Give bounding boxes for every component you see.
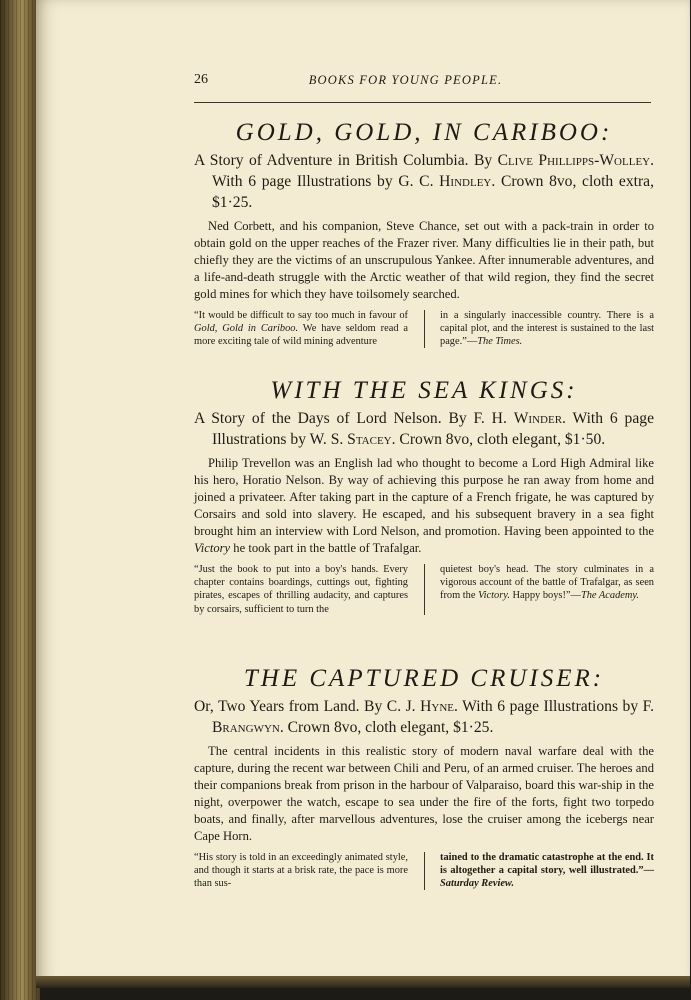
book-bibliography — [194, 696, 654, 738]
book-binding — [0, 0, 40, 1000]
press-review — [194, 851, 654, 891]
biblio-text: With 6 page Illustrations by F. — [457, 698, 654, 715]
ship-name: Victory. — [478, 590, 510, 602]
review-column-left — [194, 563, 408, 616]
review-text: We have seldom read a more exciting tale of wild mining adventure — [194, 323, 408, 348]
review-text: “His story is told in an exceedingly animated style, and though it starts at a brisk rate, the pace is more than sus- — [194, 852, 408, 890]
column-divider — [424, 852, 425, 890]
press-review — [194, 563, 654, 616]
ship-name: Victory — [194, 541, 231, 555]
running-head: BOOKS FOR YOUNG PEOPLE. — [308, 73, 503, 87]
book-bibliography — [194, 150, 654, 213]
book-page — [36, 0, 690, 988]
review-column-right — [440, 563, 654, 616]
review-source: The Times. — [477, 336, 523, 348]
book-entry-captured-cruiser — [194, 664, 654, 891]
review-text: “Just the book to put into a boy's hands. Every chapter contains boardings, cuttings out, fighting pirates, escapes of thrilling audacity, and captures by corsairs, sufficient to turn the — [194, 564, 408, 615]
review-book-title: Gold, Gold in Cariboo. — [194, 323, 299, 335]
book-synopsis — [194, 455, 654, 557]
biblio-price: Crown 8vo, cloth elegant, $1·50. — [395, 431, 606, 448]
review-text: Happy boys!”— — [509, 590, 581, 602]
review-column-left — [194, 309, 408, 349]
book-bibliography — [194, 408, 654, 450]
book-synopsis: The central incidents in this realistic story of modern naval warfare deal with the capture, during the recent war between Chili and Peru, of an armed cruiser. The heroes and their companions break from prison in the harbour of Valparaiso, board this war-ship in the night, overpower the watch, escape to sea under the fire of the forts, fight two torpedo boats, and finally, after marvellous adventures, lose the cruiser among the icebergs near Cape Horn. — [194, 744, 654, 843]
book-entry-sea-kings — [194, 376, 654, 616]
review-column-right — [440, 309, 654, 349]
author-name: Hyne. — [420, 698, 458, 715]
page-bottom-edge — [36, 976, 690, 988]
book-title: WITH THE SEA KINGS: — [270, 377, 578, 404]
author-name: Clive Phillipps-Wolley. — [497, 152, 655, 169]
review-text: quietest boy's head. The story culminates in a vigorous account of the battle of Trafalgar, as seen from the — [440, 564, 654, 602]
biblio-text: A Story of the Days of Lord Nelson. By F. H. — [194, 410, 514, 427]
synopsis-text: Philip Trevellon was an English lad who thought to become a Lord High Admiral like his hero, Horatio Nelson. By way of achieving this purpose he ran away from home and joined a privateer. After taking part in the capture of a French frigate, he was captured by Corsairs and sold into slavery. He escaped, and his subsequent bravery in a sea fight brought him an interview with Lord Nelson, and promotion. Having been appointed to the — [194, 456, 654, 538]
header-rule — [194, 102, 651, 103]
column-divider — [424, 310, 425, 348]
review-column-right — [440, 851, 654, 891]
biblio-price: Crown 8vo, cloth extra, $1·25. — [212, 173, 654, 211]
author-name: Winder. — [513, 410, 566, 427]
review-source: Saturday Review. — [440, 878, 515, 890]
illustrator-name: Hindley. — [439, 173, 496, 190]
illustrator-name: Brangwyn. — [212, 719, 284, 736]
review-text: tained to the dramatic catastrophe at the end. It is altogether a capital story, well illustrated.”— — [440, 852, 654, 877]
biblio-text: A Story of Adventure in British Columbia. By — [194, 152, 498, 169]
page-header — [160, 72, 651, 92]
review-source: The Academy. — [580, 590, 640, 602]
book-title: GOLD, GOLD, IN CARIBOO: — [235, 119, 613, 146]
book-synopsis: Ned Corbett, and his companion, Steve Chance, set out with a pack-train in order to obtain gold on the upper reaches of the Frazer river. Many difficulties lie in their path, but chiefly they are the victims of an unscrupulous Yankee. After innumerable adventures, and a life-and-death struggle with the Arctic weather of that wild region, they find the secret gold mines for which they have toilsomely searched. — [194, 219, 654, 301]
review-text: “It would be difficult to say too much in favour of — [194, 310, 408, 321]
biblio-text: With 6 page Illustrations by G. C. — [212, 173, 440, 190]
book-title: THE CAPTURED CRUISER: — [243, 665, 605, 692]
column-divider — [424, 564, 425, 615]
biblio-price: Crown 8vo, cloth elegant, $1·25. — [283, 719, 494, 736]
synopsis-text: he took part in the battle of Trafalgar. — [230, 541, 422, 555]
biblio-text: With 6 page Illustrations by W. S. — [212, 410, 654, 448]
biblio-text: Or, Two Years from Land. By C. J. — [194, 698, 421, 715]
book-entry-gold-cariboo — [194, 118, 654, 349]
illustrator-name: Stacey. — [347, 431, 396, 448]
review-text: in a singularly inaccessible country. There is a capital plot, and the interest is sustained to the last page.”— — [440, 310, 654, 348]
press-review — [194, 309, 654, 349]
review-column-left — [194, 851, 408, 891]
page-number: 26 — [194, 72, 208, 87]
